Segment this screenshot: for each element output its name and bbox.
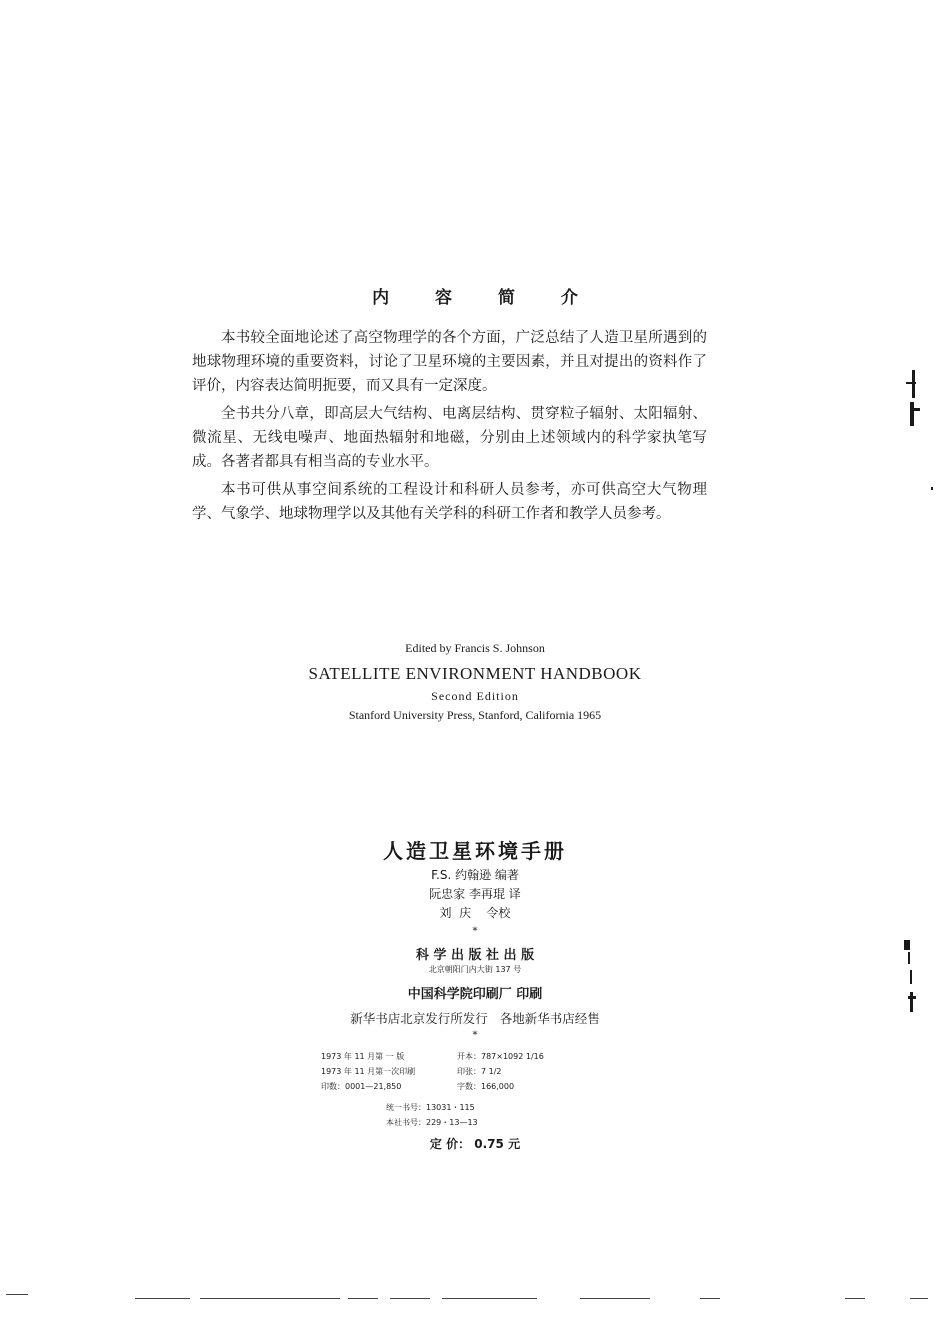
- distributor-line: 新华书店北京发行所发行 各地新华书店经售: [350, 1011, 600, 1026]
- separator-star: *: [472, 1030, 478, 1041]
- author-line: F.S. 约翰逊 编著: [431, 868, 519, 882]
- book-title: 人造卫星环境手册: [383, 839, 567, 863]
- margin-dot: [931, 487, 933, 490]
- reviser-line: 刘 庆 令校: [439, 906, 511, 920]
- synopsis-body: [192, 326, 707, 526]
- synopsis-paragraph: 本书较全面地论述了高空物理学的各个方面，广泛总结了人造卫星所遇到的地球物理环境的重要资料，讨论了卫星环境的主要因素，并且对提出的资料作了评价，内容表达简明扼要，而又具有一定深度。: [192, 330, 707, 394]
- detail-edition: 1973 年 11 月第 一 版: [321, 1052, 405, 1061]
- separator-star: *: [472, 926, 478, 937]
- synopsis-paragraph: 全书共分八章，即高层大气结构、电离层结构、贯穿粒子辐射、太阳辐射、微流星、无线电噪声、地面热辐射和地磁，分别由上述领域内的科学家执笔写成。各著者都具有相当高的专业水平。: [192, 406, 707, 470]
- scan-bottom-edge: [0, 1292, 950, 1300]
- original-edition: Second Edition: [431, 689, 519, 703]
- publisher-line: 科 学 出 版 社 出 版: [415, 948, 535, 963]
- detail-sheets: 印张：7 1/2: [457, 1067, 502, 1076]
- synopsis-heading: 内 容 简 介: [372, 288, 598, 308]
- publisher-address: 北京朝阳门内大街 137 号: [428, 965, 522, 974]
- original-title: SATELLITE ENVIRONMENT HANDBOOK: [308, 664, 642, 683]
- detail-format: 开本：787×1092 1/16: [457, 1052, 544, 1061]
- margin-mark: [904, 370, 924, 430]
- unified-book-number: 统一书号：13031・115: [386, 1103, 475, 1112]
- margin-mark: [898, 940, 922, 1020]
- original-publisher: Stanford University Press, Stanford, California 1965: [348, 708, 602, 722]
- translator-line: 阮忠家 李再琨 译: [429, 887, 521, 901]
- detail-word-count: 字数：166,000: [457, 1082, 515, 1091]
- internal-book-number: 本社书号：229・13—13: [386, 1118, 478, 1127]
- original-editor: Edited by Francis S. Johnson: [405, 641, 545, 655]
- price-line: 定 价： 0.75 元: [429, 1137, 521, 1151]
- detail-printing: 1973 年 11 月第一次印刷: [321, 1067, 416, 1076]
- synopsis-paragraph: 本书可供从事空间系统的工程设计和科研人员参考，亦可供高空大气物理学、气象学、地球物理学以及其他有关学科的科研工作者和教学人员参考。: [192, 482, 707, 522]
- detail-print-run: 印数：0001—21,850: [321, 1082, 402, 1091]
- printer-line: 中国科学院印刷厂 印刷: [407, 987, 543, 1002]
